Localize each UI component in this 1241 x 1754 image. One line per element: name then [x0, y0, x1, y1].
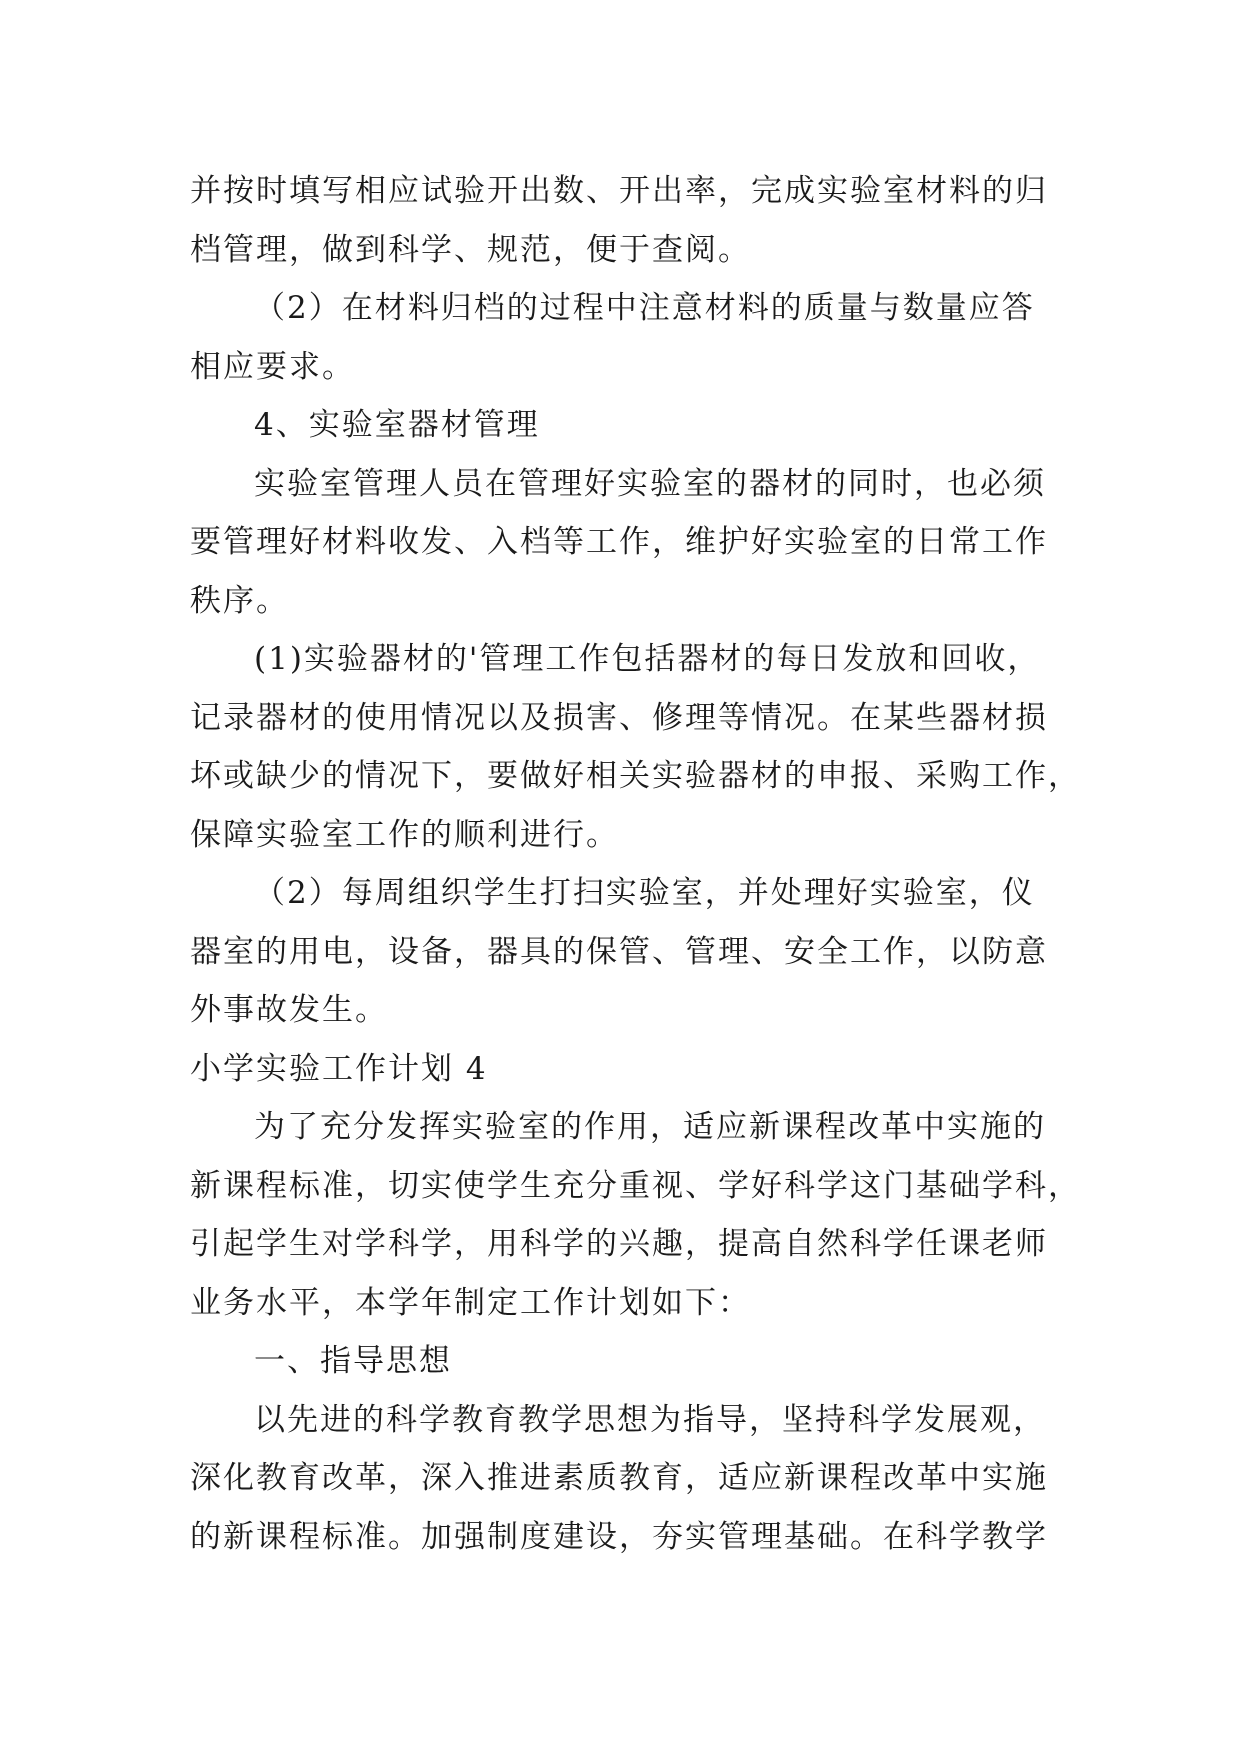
text-line: 保障实验室工作的顺利进行。 — [190, 816, 619, 853]
text-line: 档管理，做到科学、规范，便于查阅。 — [190, 231, 751, 268]
text-line: 器室的用电，设备，器具的保管、管理、安全工作，以防意 — [190, 933, 1048, 970]
text-line: 新课程标准，切实使学生充分重视、学好科学这门基础学科， — [190, 1167, 1081, 1204]
text-line: 引起学生对学科学，用科学的兴趣，提高自然科学任课老师 — [190, 1226, 1048, 1262]
text-line: （2）在材料归档的过程中注意材料的质量与数量应答 — [254, 290, 1035, 326]
text-line: 的新课程标准。加强制度建设，夯实管理基础。在科学教学 — [190, 1518, 1048, 1555]
text-line: (1)实验器材的'管理工作包括器材的每日发放和回收， — [254, 641, 1041, 677]
text-line: 秩序。 — [190, 582, 289, 619]
text-line: 为了充分发挥实验室的作用，适应新课程改革中实施的 — [254, 1109, 1046, 1145]
text-line: 要管理好材料收发、入档等工作，维护好实验室的日常工作 — [190, 524, 1048, 560]
text-line: 深化教育改革，深入推进素质教育，适应新课程改革中实施 — [190, 1460, 1048, 1496]
text-line: 坏或缺少的情况下，要做好相关实验器材的申报、采购工作， — [190, 758, 1081, 794]
text-line: （2）每周组织学生打扫实验室，并处理好实验室，仪 — [254, 875, 1035, 911]
text-line: 以先进的科学教育教学思想为指导，坚持科学发展观， — [254, 1401, 1046, 1438]
text-line: 业务水平，本学年制定工作计划如下： — [190, 1284, 751, 1321]
section-heading: 一、指导思想 — [254, 1343, 452, 1379]
text-line: 实验室管理人员在管理好实验室的器材的同时，也必须 — [254, 465, 1046, 502]
document-title: 小学实验工作计划 4 — [190, 1050, 488, 1087]
document-body — [190, 162, 1081, 1566]
text-line: 并按时填写相应试验开出数、开出率，完成实验室材料的归 — [190, 173, 1048, 209]
text-line: 记录器材的使用情况以及损害、修理等情况。在某些器材损 — [190, 699, 1048, 736]
section-heading: 4、实验室器材管理 — [254, 407, 540, 443]
text-line: 相应要求。 — [190, 348, 355, 385]
text-line: 外事故发生。 — [190, 992, 388, 1028]
